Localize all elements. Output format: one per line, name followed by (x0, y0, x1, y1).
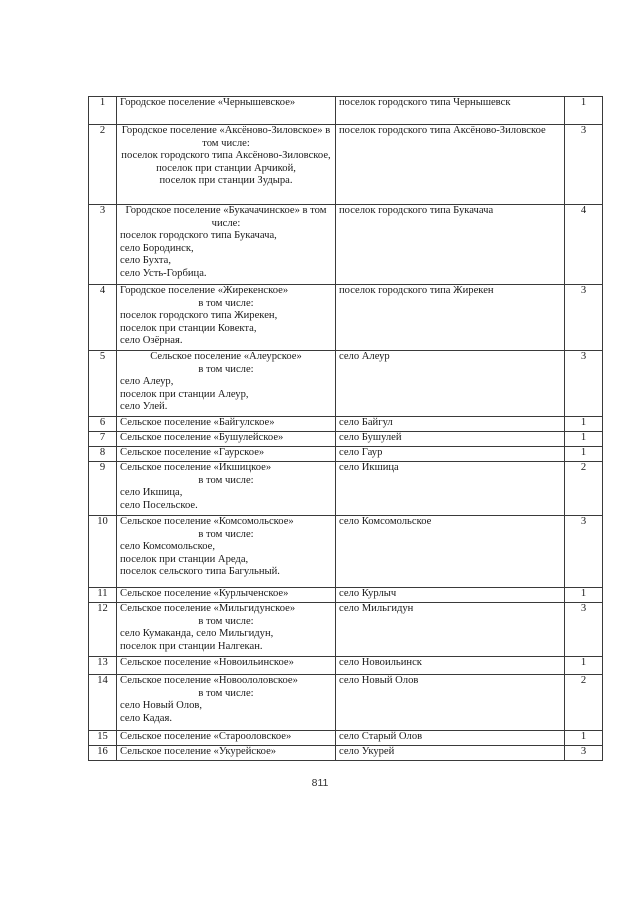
administrative-center: село Гаур (336, 447, 565, 462)
municipality-title: Сельское поселение «Алеурское» (150, 351, 302, 362)
page-number: 811 (311, 777, 329, 789)
municipality-name (117, 675, 336, 731)
settlement-count: 3 (565, 285, 603, 351)
settlement-count: 1 (565, 731, 603, 746)
table-row (89, 97, 603, 125)
table-row (89, 205, 603, 285)
settlement-line: поселок городского типа Аксёново-Зиловское, (121, 150, 331, 162)
municipality-name (117, 205, 336, 285)
settlement-count: 3 (565, 516, 603, 588)
settlement-line: поселок городского типа Букачача, (120, 230, 277, 242)
table-row (89, 417, 603, 432)
table-row (89, 432, 603, 447)
table-row (89, 675, 603, 731)
settlement-count: 4 (565, 205, 603, 285)
settlement-count: 3 (565, 351, 603, 417)
municipality-title: Городское поселение «Аксёново-Зиловское» в том числе: (121, 125, 331, 149)
municipality-title: Сельское поселение «Новоильинское» (120, 657, 294, 668)
table-row (89, 746, 603, 761)
municipality-title: Сельское поселение «Старооловское» (120, 731, 292, 742)
administrative-center: поселок городского типа Аксёново-Зиловское (336, 125, 565, 205)
settlement-line: село Икшица, (120, 487, 183, 499)
municipality-subtitle: в том числе: (198, 363, 254, 375)
row-number: 7 (89, 432, 117, 447)
municipality-name (117, 657, 336, 675)
municipality-subtitle: в том числе: (198, 687, 254, 699)
administrative-center: село Новоильинск (336, 657, 565, 675)
settlement-count: 1 (565, 417, 603, 432)
row-number: 4 (89, 285, 117, 351)
municipality-name (117, 125, 336, 205)
administrative-center: село Бушулей (336, 432, 565, 447)
settlement-line: село Бухта, (120, 255, 172, 267)
settlement-line: село Озёрная. (120, 335, 183, 347)
administrative-center: село Мильгидун (336, 603, 565, 657)
municipality-name (117, 462, 336, 516)
administrative-center: поселок городского типа Чернышевск (336, 97, 565, 125)
settlement-count: 2 (565, 462, 603, 516)
municipality-title: Сельское поселение «Бушулейское» (120, 432, 284, 443)
settlement-count: 1 (565, 432, 603, 447)
settlement-line: село Комсомольское, (120, 541, 215, 553)
table-row (89, 603, 603, 657)
administrative-center: село Икшица (336, 462, 565, 516)
settlement-line: село Посельское. (120, 499, 198, 511)
row-number: 3 (89, 205, 117, 285)
row-number: 13 (89, 657, 117, 675)
settlement-line: село Новый Олов, (120, 700, 203, 712)
table-row (89, 125, 603, 205)
municipality-name (117, 731, 336, 746)
row-number: 11 (89, 588, 117, 603)
row-number: 15 (89, 731, 117, 746)
settlement-line: поселок городского типа Жирекен, (120, 310, 278, 322)
row-number: 2 (89, 125, 117, 205)
administrative-center: село Комсомольское (336, 516, 565, 588)
table-row (89, 351, 603, 417)
settlement-line: село Кадая. (120, 712, 173, 724)
table-row (89, 516, 603, 588)
municipality-name (117, 447, 336, 462)
municipality-title: Сельское поселение «Байгулское» (120, 417, 275, 428)
settlement-line: поселок при станции Налгекан. (120, 640, 263, 652)
administrative-center: село Укурей (336, 746, 565, 761)
municipality-title: Сельское поселение «Укурейское» (120, 746, 277, 757)
settlement-count: 3 (565, 603, 603, 657)
administrative-center: село Курлыч (336, 588, 565, 603)
municipality-name (117, 516, 336, 588)
row-number: 16 (89, 746, 117, 761)
municipality-subtitle: в том числе: (198, 615, 254, 627)
municipality-title: Сельское поселение «Гаурское» (120, 447, 265, 458)
administrative-center: село Байгул (336, 417, 565, 432)
municipality-title: Сельское поселение «Комсомольское» (120, 516, 294, 527)
settlement-line: село Усть-Горбица. (120, 267, 207, 279)
settlement-line: поселок при станции Арчикой, (156, 162, 296, 174)
settlement-count: 1 (565, 588, 603, 603)
table-row (89, 462, 603, 516)
row-number: 5 (89, 351, 117, 417)
settlement-count: 3 (565, 746, 603, 761)
municipality-title: Городское поселение «Чернышевское» (120, 97, 296, 108)
administrative-center: село Алеур (336, 351, 565, 417)
settlement-count: 1 (565, 97, 603, 125)
row-number: 6 (89, 417, 117, 432)
settlement-line: село Алеур, (120, 376, 174, 388)
municipality-title: Сельское поселение «Икшицкое» (120, 462, 272, 473)
municipality-name (117, 351, 336, 417)
municipality-title: Городское поселение «Букачачинское» в том числе: (125, 205, 327, 229)
municipality-subtitle: в том числе: (198, 474, 254, 486)
settlement-line: поселок при станции Алеур, (120, 388, 249, 400)
settlement-line: поселок сельского типа Багульный. (120, 566, 280, 578)
row-number: 10 (89, 516, 117, 588)
table-row (89, 731, 603, 746)
table-body (89, 97, 603, 761)
municipality-title: Сельское поселение «Курлыченское» (120, 588, 289, 599)
row-number: 8 (89, 447, 117, 462)
table-row (89, 447, 603, 462)
row-number: 1 (89, 97, 117, 125)
table-row (89, 285, 603, 351)
row-number: 12 (89, 603, 117, 657)
municipality-title: Городское поселение «Жирекенское» (120, 285, 289, 296)
settlement-line: поселок при станции Зудыра. (159, 175, 293, 187)
settlement-line: село Кумаканда, село Мильгидун, (120, 628, 274, 640)
municipality-subtitle: в том числе: (198, 297, 254, 309)
municipality-title: Сельское поселение «Мильгидунское» (120, 603, 296, 614)
municipality-name (117, 285, 336, 351)
municipality-name (117, 432, 336, 447)
settlement-line: поселок при станции Ковекта, (120, 322, 257, 334)
settlement-line: село Бородинск, (120, 242, 194, 254)
settlement-count: 1 (565, 447, 603, 462)
municipality-subtitle: в том числе: (198, 528, 254, 540)
municipality-name (117, 746, 336, 761)
table-row (89, 657, 603, 675)
administrative-center: село Новый Олов (336, 675, 565, 731)
settlement-count: 2 (565, 675, 603, 731)
administrative-center: село Старый Олов (336, 731, 565, 746)
settlements-table (88, 96, 603, 761)
settlement-line: село Улей. (120, 401, 168, 413)
settlement-count: 3 (565, 125, 603, 205)
table-row (89, 588, 603, 603)
settlement-count: 1 (565, 657, 603, 675)
municipality-name (117, 603, 336, 657)
municipality-title: Сельское поселение «Новоололовское» (120, 675, 298, 686)
administrative-center: поселок городского типа Букачача (336, 205, 565, 285)
row-number: 9 (89, 462, 117, 516)
row-number: 14 (89, 675, 117, 731)
administrative-center: поселок городского типа Жирекен (336, 285, 565, 351)
municipality-name (117, 97, 336, 125)
municipality-name (117, 588, 336, 603)
settlement-line: поселок при станции Ареда, (120, 553, 249, 565)
municipality-name (117, 417, 336, 432)
